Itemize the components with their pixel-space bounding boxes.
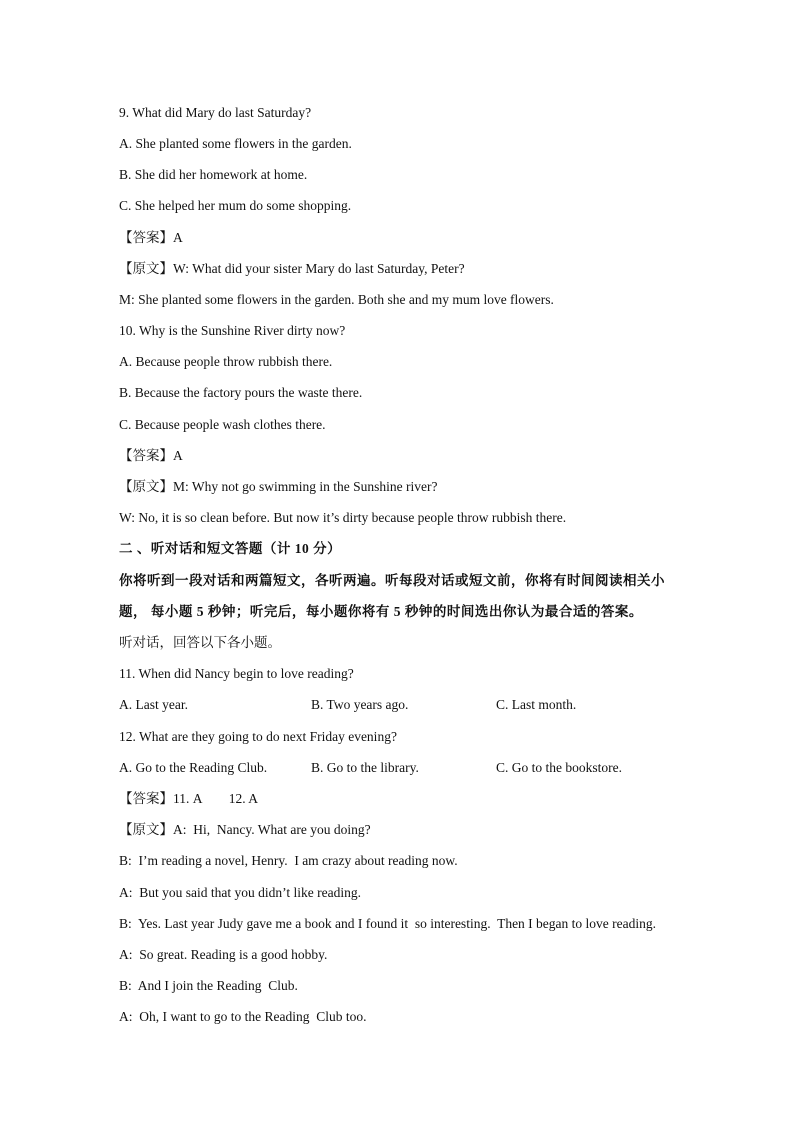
q9-transcript-line-1: 【原文】W: What did your sister Mary do last Saturday, Peter? [119, 261, 465, 276]
section-heading: 二 、听对话和短文答题（计 10 分） [119, 541, 342, 556]
q9-answer: 【答案】A [119, 230, 183, 245]
dialogue-line: A: Oh, I want to go to the Reading Club too. [119, 1009, 367, 1024]
q10-option-b: B. Because the factory pours the waste there. [119, 385, 363, 400]
dialogue-line: B: Yes. Last year Judy gave me a book and I found it so interesting. Then I began to love reading. [119, 916, 657, 931]
q10-answer: 【答案】A [119, 448, 183, 463]
q9-option-c: C. She helped her mum do some shopping. [119, 198, 352, 213]
q11-option-b: B. Two years ago. [311, 697, 409, 712]
q10-transcript-line-1: 【原文】M: Why not go swimming in the Sunshine river? [119, 479, 438, 494]
sub-instruction: 听对话，回答以下各小题。 [119, 635, 281, 650]
q12-option-a: A. Go to the Reading Club. [119, 760, 268, 775]
answers-11-12: 【答案】11. A 12. A [119, 791, 259, 806]
question-12: 12. What are they going to do next Friday evening? [119, 729, 397, 744]
q9-option-a: A. She planted some flowers in the garden. [119, 136, 352, 151]
dialogue-line: B: I’m reading a novel, Henry. I am crazy about reading now. [119, 853, 458, 868]
dialogue-line: 【原文】A: Hi, Nancy. What are you doing? [119, 822, 371, 837]
q11-option-a: A. Last year. [119, 697, 188, 712]
q12-option-c: C. Go to the bookstore. [496, 760, 622, 775]
q10-transcript-line-2: W: No, it is so clean before. But now it’s dirty because people throw rubbish there. [119, 510, 567, 525]
dialogue-line: A: So great. Reading is a good hobby. [119, 947, 328, 962]
q9-transcript-line-2: M: She planted some flowers in the garden. Both she and my mum love flowers. [119, 292, 554, 307]
dialogue-line: A: But you said that you didn’t like reading. [119, 885, 361, 900]
q11-option-c: C. Last month. [496, 697, 577, 712]
question-10: 10. Why is the Sunshine River dirty now? [119, 323, 346, 338]
section-instruction-line-1: 你将听到一段对话和两篇短文，各听两遍。听每段对话或短文前，你将有时间阅读相关小 [119, 573, 665, 588]
q12-option-b: B. Go to the library. [311, 760, 419, 775]
question-9: 9. What did Mary do last Saturday? [119, 105, 312, 120]
dialogue-line: B: And I join the Reading Club. [119, 978, 298, 993]
question-11: 11. When did Nancy begin to love reading? [119, 666, 354, 681]
q10-option-c: C. Because people wash clothes there. [119, 417, 326, 432]
q9-option-b: B. She did her homework at home. [119, 167, 308, 182]
q10-option-a: A. Because people throw rubbish there. [119, 354, 333, 369]
section-instruction-line-2: 题， 每小题 5 秒钟；听完后，每小题你将有 5 秒钟的时间选出你认为最合适的答案。 [119, 604, 643, 619]
